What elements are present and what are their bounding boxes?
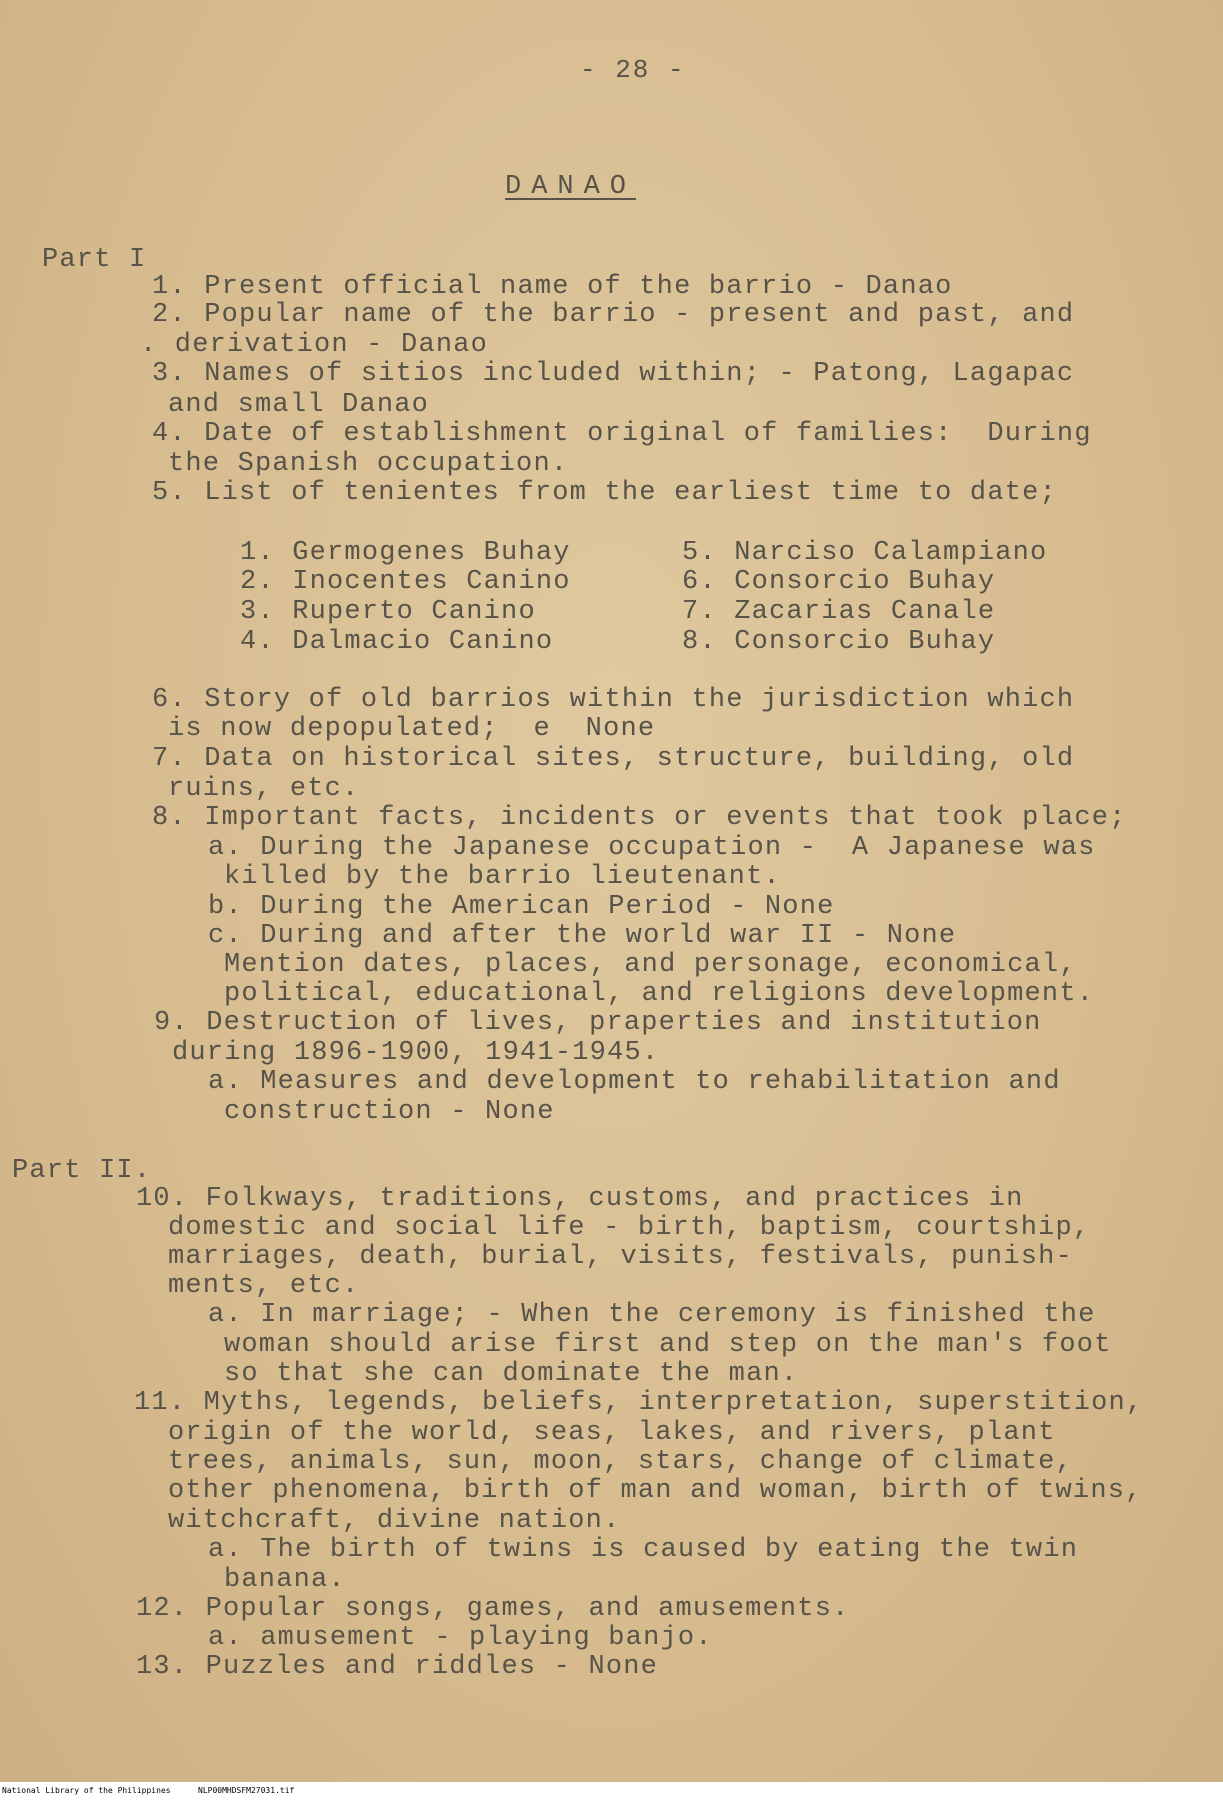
page-number: - 28 - (580, 55, 686, 85)
item-8-mention-line-2: political, educational, and religions development. (224, 979, 1095, 1009)
item-10a-line-2: woman should arise first and step on the man's foot (224, 1330, 1112, 1360)
part-1-heading: Part I (42, 245, 147, 275)
item-10a-line-3: so that she can dominate the man. (224, 1359, 799, 1389)
item-11-line-1: 11. Myths, legends, beliefs, interpretation, superstition, (134, 1388, 1144, 1418)
item-3-line-2: and small Danao (168, 390, 430, 420)
item-11a-line-1: a. The birth of twins is caused by eating the twin (208, 1535, 1079, 1565)
item-11-line-5: witchcraft, divine nation. (168, 1506, 621, 1536)
item-9a-line-2: construction - None (224, 1097, 555, 1127)
teniente-8: 8. Consorcio Buhay (682, 627, 996, 657)
item-8a-line-2: killed by the barrio lieutenant. (224, 862, 781, 892)
item-4-line-2: the Spanish occupation. (168, 449, 569, 479)
item-8: 8. Important facts, incidents or events that took place; (152, 803, 1127, 833)
item-7-line-2: ruins, etc. (168, 774, 360, 804)
item-1: 1. Present official name of the barrio - Danao (152, 272, 953, 302)
item-6-line-2: is now depopulated; e None (168, 714, 656, 744)
item-8b: b. During the American Period - None (208, 892, 835, 922)
item-2-line-1: 2. Popular name of the barrio - present and past, and (152, 300, 1075, 330)
item-7-line-1: 7. Data on historical sites, structure, building, old (152, 744, 1075, 774)
teniente-1: 1. Germogenes Buhay (240, 538, 571, 568)
teniente-4: 4. Dalmacio Canino (240, 627, 554, 657)
item-9a-line-1: a. Measures and development to rehabilitation and (208, 1067, 1061, 1097)
item-3-line-1: 3. Names of sitios included within; - Patong, Lagapac (152, 359, 1075, 389)
item-11-line-3: trees, animals, sun, moon, stars, change of climate, (168, 1447, 1073, 1477)
item-12: 12. Popular songs, games, and amusements. (136, 1594, 850, 1624)
teniente-2: 2. Inocentes Canino (240, 567, 571, 597)
item-8-mention-line-1: Mention dates, places, and personage, economical, (224, 950, 1077, 980)
item-13: 13. Puzzles and riddles - None (136, 1652, 659, 1682)
teniente-6: 6. Consorcio Buhay (682, 567, 996, 597)
teniente-7: 7. Zacarias Canale (682, 597, 996, 627)
item-8a-line-1: a. During the Japanese occupation - A Japanese was (208, 833, 1096, 863)
item-9-line-1: 9. Destruction of lives, praperties and institution (154, 1008, 1042, 1038)
item-5: 5. List of tenientes from the earliest time to date; (152, 478, 1057, 508)
footer-library: National Library of the Philippines (2, 1786, 171, 1795)
item-10-line-1: 10. Folkways, traditions, customs, and practices in (136, 1184, 1024, 1214)
item-4-line-1: 4. Date of establishment original of families: During (152, 419, 1092, 449)
footer-filename: NLP00MHDSFM27031.tif (198, 1786, 295, 1795)
item-10-line-2: domestic and social life - birth, baptism, courtship, (168, 1213, 1091, 1243)
item-10-line-3: marriages, death, burial, visits, festivals, punish- (168, 1242, 1073, 1272)
item-6-line-1: 6. Story of old barrios within the jurisdiction which (152, 685, 1075, 715)
document-title: DANAO (505, 172, 637, 202)
teniente-5: 5. Narciso Calampiano (682, 538, 1048, 568)
item-10-line-4: ments, etc. (168, 1271, 360, 1301)
item-10a-line-1: a. In marriage; - When the ceremony is finished the (208, 1300, 1096, 1330)
item-2-line-2: . derivation - Danao (140, 330, 489, 360)
scan-footer-strip (0, 1782, 1223, 1800)
teniente-3: 3. Ruperto Canino (240, 597, 536, 627)
item-11-line-2: origin of the world, seas, lakes, and rivers, plant (168, 1418, 1056, 1448)
item-11-line-4: other phenomena, birth of man and woman, birth of twins, (168, 1476, 1143, 1506)
part-2-heading: Part II. (12, 1156, 152, 1186)
item-9-line-2: during 1896-1900, 1941-1945. (172, 1038, 660, 1068)
item-8c: c. During and after the world war II - None (208, 921, 957, 951)
item-11a-line-2: banana. (224, 1565, 346, 1595)
item-12a: a. amusement - playing banjo. (208, 1623, 713, 1653)
